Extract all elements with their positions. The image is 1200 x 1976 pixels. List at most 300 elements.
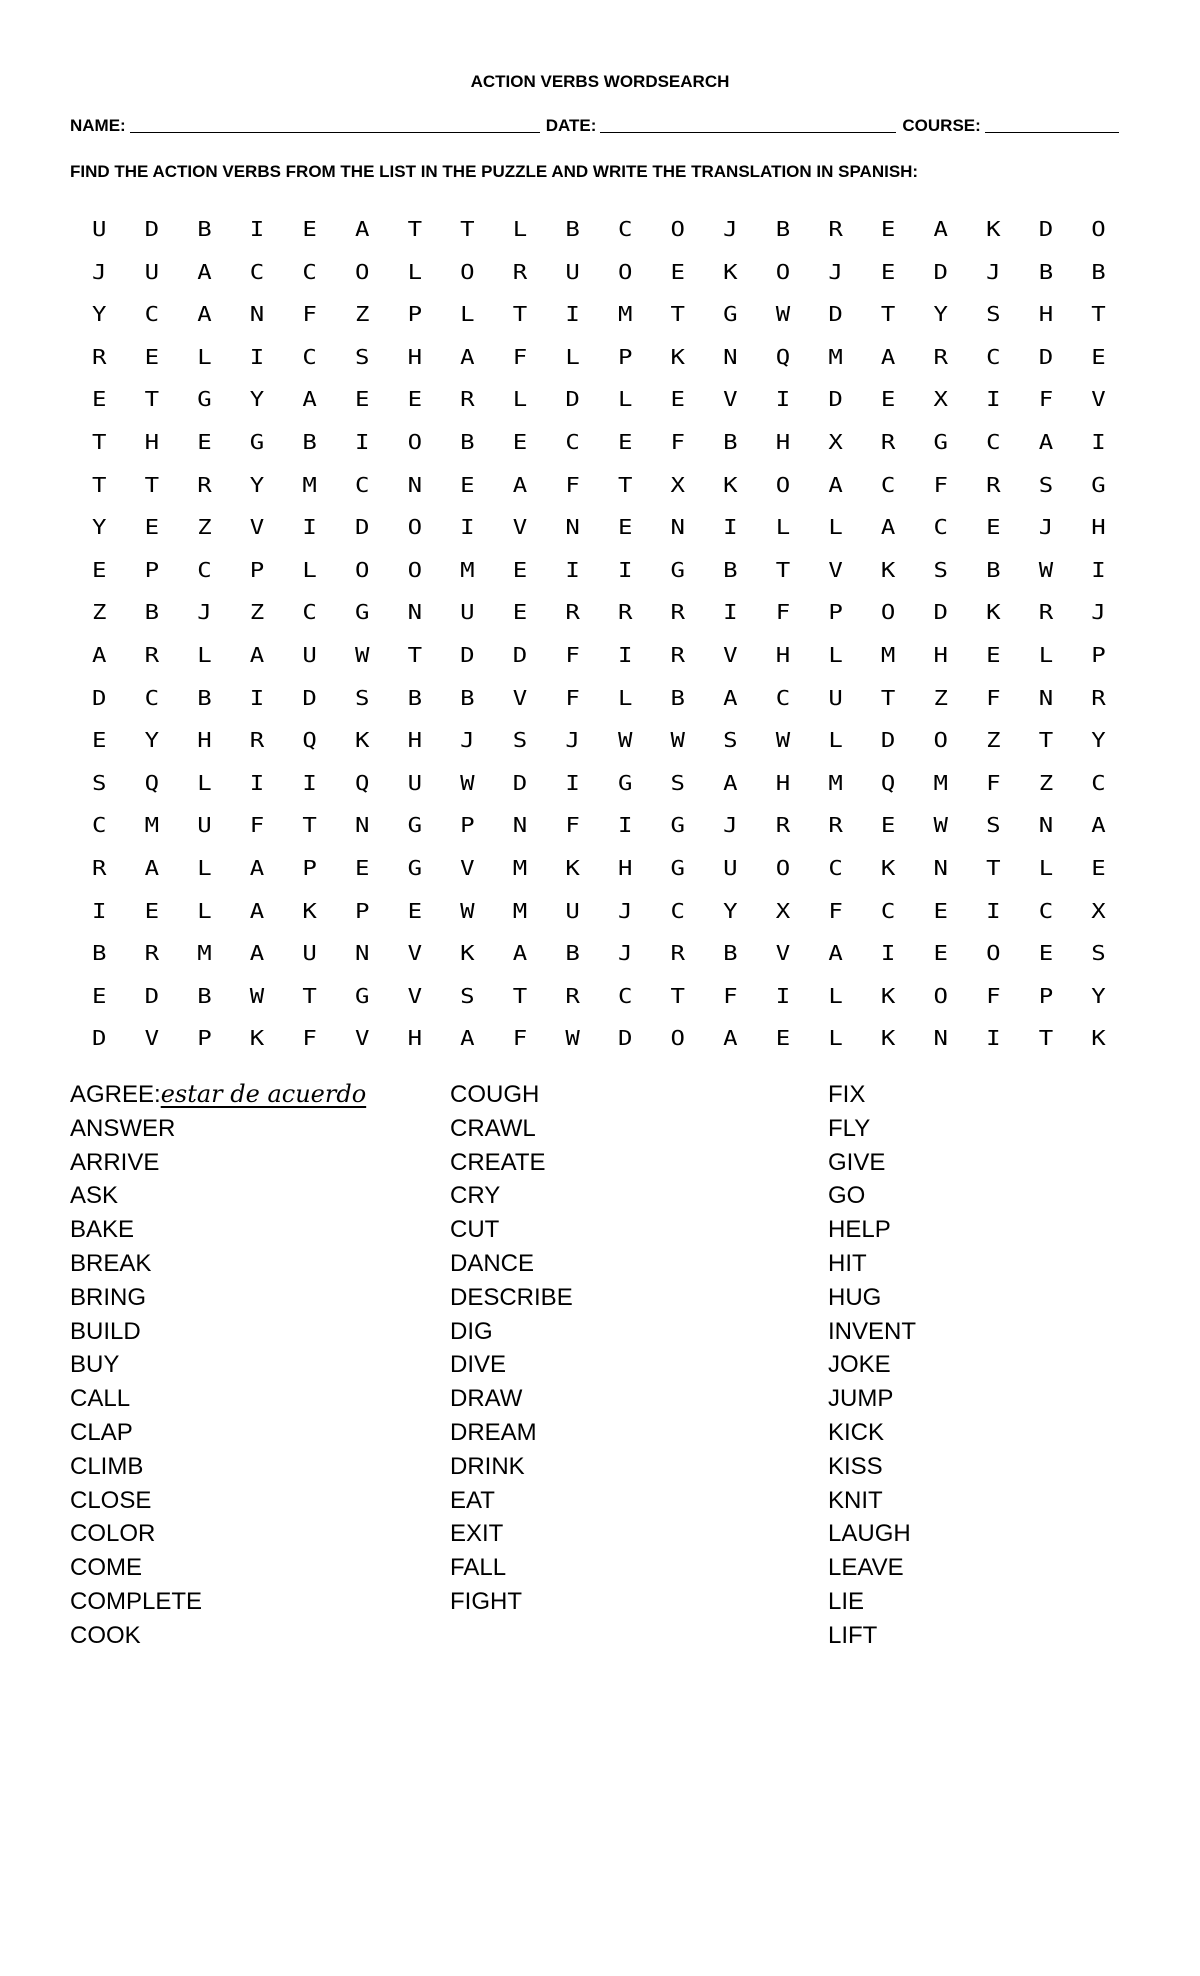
puzzle-letter[interactable]: L [828, 728, 843, 753]
puzzle-letter[interactable]: E [92, 387, 107, 412]
puzzle-letter[interactable]: O [407, 515, 423, 540]
puzzle-letter[interactable]: N [249, 302, 265, 327]
puzzle-letter[interactable]: M [828, 344, 843, 369]
puzzle-letter[interactable]: A [460, 1026, 475, 1051]
puzzle-letter[interactable]: E [354, 387, 370, 412]
puzzle-letter[interactable]: C [302, 259, 317, 284]
puzzle-letter[interactable]: G [723, 302, 738, 327]
puzzle-letter[interactable]: I [302, 770, 317, 795]
puzzle-letter[interactable]: K [249, 1026, 265, 1051]
puzzle-letter[interactable]: T [512, 983, 528, 1008]
puzzle-letter[interactable]: U [92, 217, 107, 241]
puzzle-letter[interactable]: I [354, 430, 370, 454]
puzzle-letter[interactable]: A [933, 217, 948, 241]
puzzle-letter[interactable]: A [512, 472, 528, 497]
puzzle-letter[interactable]: T [880, 302, 896, 327]
puzzle-letter[interactable]: M [302, 472, 317, 497]
puzzle-letter[interactable]: J [723, 217, 738, 241]
puzzle-letter[interactable]: C [1091, 770, 1106, 795]
puzzle-letter[interactable]: D [302, 685, 317, 710]
puzzle-letter[interactable]: Q [354, 770, 370, 795]
puzzle-letter[interactable]: O [407, 430, 423, 454]
puzzle-letter[interactable]: B [670, 685, 685, 710]
puzzle-letter[interactable]: N [354, 813, 370, 838]
puzzle-letter[interactable]: C [775, 685, 791, 710]
puzzle-letter[interactable]: T [617, 472, 633, 497]
puzzle-letter[interactable]: I [565, 302, 580, 327]
puzzle-letter[interactable]: C [880, 898, 896, 923]
puzzle-letter[interactable]: C [565, 430, 580, 454]
puzzle-letter[interactable]: M [460, 557, 475, 582]
puzzle-letter[interactable]: C [933, 515, 948, 540]
puzzle-letter[interactable]: L [460, 302, 475, 327]
puzzle-letter[interactable]: K [723, 472, 738, 497]
puzzle-letter[interactable]: Y [1091, 728, 1106, 753]
puzzle-letter[interactable]: W [933, 813, 948, 838]
puzzle-letter[interactable]: H [933, 643, 948, 667]
puzzle-letter[interactable]: E [880, 217, 896, 241]
puzzle-letter[interactable]: R [933, 344, 948, 369]
puzzle-letter[interactable]: M [197, 941, 212, 966]
puzzle-letter[interactable]: E [92, 983, 107, 1008]
puzzle-letter[interactable]: K [1091, 1026, 1106, 1051]
name-blank[interactable] [130, 118, 540, 133]
puzzle-letter[interactable]: R [670, 600, 685, 625]
puzzle-letter[interactable]: J [92, 259, 107, 284]
puzzle-letter[interactable]: I [775, 983, 791, 1008]
puzzle-letter[interactable]: A [460, 344, 475, 369]
puzzle-letter[interactable]: S [723, 728, 738, 753]
puzzle-letter[interactable]: V [407, 941, 423, 966]
puzzle-letter[interactable]: G [407, 856, 423, 880]
puzzle-letter[interactable]: G [933, 430, 948, 454]
puzzle-letter[interactable]: V [249, 515, 265, 540]
puzzle-letter[interactable]: A [723, 685, 738, 710]
puzzle-letter[interactable]: A [723, 770, 738, 795]
puzzle-letter[interactable]: E [407, 898, 423, 923]
puzzle-letter[interactable]: K [986, 600, 1001, 625]
puzzle-letter[interactable]: J [1091, 600, 1106, 625]
puzzle-letter[interactable]: I [1091, 557, 1106, 582]
puzzle-letter[interactable]: E [407, 387, 423, 412]
puzzle-letter[interactable]: N [354, 941, 370, 966]
puzzle-letter[interactable]: I [565, 557, 580, 582]
puzzle-letter[interactable]: W [354, 643, 370, 667]
puzzle-letter[interactable]: T [1038, 728, 1054, 753]
puzzle-letter[interactable]: F [302, 1026, 317, 1051]
puzzle-letter[interactable]: E [92, 557, 107, 582]
puzzle-letter[interactable]: Y [249, 387, 265, 412]
puzzle-letter[interactable]: I [880, 941, 896, 966]
puzzle-letter[interactable]: K [880, 856, 896, 880]
puzzle-letter[interactable]: U [723, 856, 738, 880]
puzzle-letter[interactable]: S [460, 983, 475, 1008]
puzzle-letter[interactable]: K [670, 344, 685, 369]
puzzle-letter[interactable]: C [249, 259, 265, 284]
puzzle-letter[interactable]: A [354, 217, 370, 241]
puzzle-letter[interactable]: I [775, 387, 791, 412]
puzzle-letter[interactable]: S [1038, 472, 1054, 497]
puzzle-letter[interactable]: V [723, 387, 738, 412]
puzzle-letter[interactable]: L [407, 259, 423, 284]
puzzle-letter[interactable]: D [565, 387, 580, 412]
puzzle-letter[interactable]: E [1091, 344, 1106, 369]
puzzle-letter[interactable]: Z [197, 515, 212, 540]
puzzle-letter[interactable]: E [1038, 941, 1054, 966]
puzzle-letter[interactable]: P [828, 600, 843, 625]
puzzle-letter[interactable]: M [144, 813, 160, 838]
puzzle-letter[interactable]: E [512, 557, 528, 582]
puzzle-letter[interactable]: R [670, 941, 685, 966]
puzzle-letter[interactable]: D [828, 302, 843, 327]
puzzle-letter[interactable]: O [670, 1026, 685, 1051]
puzzle-letter[interactable]: B [460, 685, 475, 710]
puzzle-letter[interactable]: B [775, 217, 791, 241]
puzzle-letter[interactable]: C [880, 472, 896, 497]
puzzle-letter[interactable]: M [512, 898, 528, 923]
puzzle-letter[interactable]: W [617, 728, 633, 753]
puzzle-letter[interactable]: H [407, 344, 423, 369]
puzzle-letter[interactable]: R [197, 472, 212, 497]
puzzle-letter[interactable]: T [407, 217, 423, 241]
puzzle-letter[interactable]: O [354, 259, 370, 284]
puzzle-letter[interactable]: D [144, 983, 160, 1008]
puzzle-letter[interactable]: I [723, 600, 738, 625]
puzzle-letter[interactable]: D [828, 387, 843, 412]
puzzle-letter[interactable]: F [565, 472, 580, 497]
puzzle-letter[interactable]: R [986, 472, 1001, 497]
puzzle-letter[interactable]: R [828, 217, 843, 241]
puzzle-letter[interactable]: L [617, 685, 633, 710]
puzzle-letter[interactable]: I [92, 898, 107, 923]
puzzle-letter[interactable]: O [407, 557, 423, 582]
puzzle-letter[interactable]: R [775, 813, 791, 838]
puzzle-letter[interactable]: J [565, 728, 580, 753]
puzzle-letter[interactable]: H [775, 643, 791, 667]
puzzle-letter[interactable]: T [670, 983, 685, 1008]
puzzle-letter[interactable]: O [670, 217, 685, 241]
puzzle-letter[interactable]: D [933, 259, 948, 284]
puzzle-letter[interactable]: P [249, 557, 265, 582]
puzzle-letter[interactable]: V [460, 856, 475, 880]
puzzle-letter[interactable]: R [144, 941, 160, 966]
course-blank[interactable] [985, 118, 1119, 133]
wordsearch-grid[interactable] [76, 208, 1128, 1060]
puzzle-letter[interactable]: T [670, 302, 685, 327]
puzzle-letter[interactable]: R [460, 387, 475, 412]
puzzle-letter[interactable]: R [92, 344, 107, 369]
puzzle-letter[interactable]: K [723, 259, 738, 284]
puzzle-letter[interactable]: E [986, 643, 1001, 667]
puzzle-letter[interactable]: F [249, 813, 265, 838]
puzzle-letter[interactable]: F [1038, 387, 1054, 412]
puzzle-letter[interactable]: F [723, 983, 738, 1008]
puzzle-letter[interactable]: I [723, 515, 738, 540]
puzzle-letter[interactable]: F [933, 472, 948, 497]
puzzle-letter[interactable]: E [775, 1026, 791, 1051]
puzzle-letter[interactable]: T [144, 472, 160, 497]
puzzle-letter[interactable]: T [407, 643, 423, 667]
puzzle-letter[interactable]: A [723, 1026, 738, 1051]
puzzle-letter[interactable]: Q [880, 770, 896, 795]
puzzle-letter[interactable]: J [828, 259, 843, 284]
puzzle-letter[interactable]: A [249, 856, 265, 880]
puzzle-letter[interactable]: L [828, 983, 843, 1008]
puzzle-letter[interactable]: B [986, 557, 1001, 582]
puzzle-letter[interactable]: I [617, 813, 633, 838]
puzzle-letter[interactable]: Z [249, 600, 265, 625]
puzzle-letter[interactable]: R [92, 856, 107, 880]
puzzle-letter[interactable]: A [828, 472, 843, 497]
puzzle-letter[interactable]: N [407, 472, 423, 497]
puzzle-letter[interactable]: Z [354, 302, 370, 327]
puzzle-letter[interactable]: L [197, 643, 212, 667]
puzzle-letter[interactable]: U [460, 600, 475, 625]
puzzle-letter[interactable]: N [723, 344, 738, 369]
puzzle-letter[interactable]: O [354, 557, 370, 582]
puzzle-letter[interactable]: P [1038, 983, 1054, 1008]
puzzle-letter[interactable]: J [197, 600, 212, 625]
puzzle-letter[interactable]: G [197, 387, 212, 412]
puzzle-letter[interactable]: C [354, 472, 370, 497]
puzzle-letter[interactable]: E [512, 600, 528, 625]
puzzle-letter[interactable]: B [723, 557, 738, 582]
puzzle-letter[interactable]: U [565, 259, 580, 284]
puzzle-letter[interactable]: W [775, 728, 791, 753]
puzzle-letter[interactable]: E [617, 515, 633, 540]
puzzle-letter[interactable]: C [986, 344, 1001, 369]
puzzle-letter[interactable]: B [407, 685, 423, 710]
puzzle-letter[interactable]: H [407, 1026, 423, 1051]
puzzle-letter[interactable]: V [407, 983, 423, 1008]
puzzle-letter[interactable]: H [1091, 515, 1106, 540]
puzzle-letter[interactable]: A [302, 387, 317, 412]
puzzle-letter[interactable]: Y [92, 302, 107, 327]
puzzle-letter[interactable]: V [144, 1026, 160, 1051]
puzzle-letter[interactable]: C [617, 983, 633, 1008]
puzzle-letter[interactable]: H [775, 430, 791, 454]
puzzle-letter[interactable]: H [1038, 302, 1054, 327]
puzzle-letter[interactable]: P [407, 302, 423, 327]
puzzle-letter[interactable]: W [1038, 557, 1054, 582]
puzzle-letter[interactable]: Z [986, 728, 1001, 753]
puzzle-letter[interactable]: I [249, 685, 265, 710]
puzzle-letter[interactable]: N [933, 856, 948, 880]
puzzle-letter[interactable]: I [565, 770, 580, 795]
puzzle-letter[interactable]: O [933, 728, 948, 753]
puzzle-letter[interactable]: A [880, 515, 896, 540]
puzzle-letter[interactable]: A [197, 302, 212, 327]
puzzle-letter[interactable]: N [512, 813, 528, 838]
puzzle-letter[interactable]: E [986, 515, 1001, 540]
puzzle-letter[interactable]: S [670, 770, 685, 795]
puzzle-letter[interactable]: L [565, 344, 580, 369]
puzzle-letter[interactable]: E [144, 344, 160, 369]
puzzle-letter[interactable]: X [828, 430, 843, 454]
puzzle-letter[interactable]: D [880, 728, 896, 753]
puzzle-letter[interactable]: C [302, 600, 317, 625]
puzzle-letter[interactable]: D [354, 515, 370, 540]
puzzle-letter[interactable]: E [512, 430, 528, 454]
puzzle-letter[interactable]: F [670, 430, 685, 454]
puzzle-letter[interactable]: K [880, 1026, 896, 1051]
puzzle-letter[interactable]: H [197, 728, 212, 753]
puzzle-letter[interactable]: H [775, 770, 791, 795]
puzzle-letter[interactable]: R [144, 643, 160, 667]
puzzle-letter[interactable]: R [249, 728, 265, 753]
puzzle-letter[interactable]: A [249, 941, 265, 966]
puzzle-letter[interactable]: T [460, 217, 475, 241]
puzzle-letter[interactable]: U [144, 259, 160, 284]
puzzle-letter[interactable]: O [880, 600, 896, 625]
puzzle-letter[interactable]: Z [92, 600, 107, 625]
puzzle-letter[interactable]: G [670, 813, 685, 838]
puzzle-letter[interactable]: A [828, 941, 843, 966]
puzzle-letter[interactable]: Y [144, 728, 160, 753]
puzzle-letter[interactable]: F [512, 344, 528, 369]
puzzle-letter[interactable]: W [670, 728, 685, 753]
puzzle-letter[interactable]: N [1038, 685, 1054, 710]
puzzle-letter[interactable]: D [144, 217, 160, 241]
puzzle-letter[interactable]: L [1038, 856, 1054, 880]
puzzle-letter[interactable]: F [775, 600, 791, 625]
puzzle-letter[interactable]: A [249, 643, 265, 667]
puzzle-letter[interactable]: L [197, 856, 212, 880]
puzzle-letter[interactable]: Q [144, 770, 160, 795]
puzzle-letter[interactable]: B [197, 685, 212, 710]
puzzle-letter[interactable]: R [1038, 600, 1054, 625]
puzzle-letter[interactable]: J [617, 898, 633, 923]
puzzle-letter[interactable]: P [617, 344, 633, 369]
puzzle-letter[interactable]: O [775, 259, 791, 284]
puzzle-letter[interactable]: E [92, 728, 107, 753]
puzzle-letter[interactable]: E [354, 856, 370, 880]
puzzle-letter[interactable]: R [880, 430, 896, 454]
puzzle-letter[interactable]: F [986, 770, 1001, 795]
puzzle-letter[interactable]: R [617, 600, 633, 625]
puzzle-letter[interactable]: O [1091, 217, 1106, 241]
puzzle-letter[interactable]: X [1091, 898, 1106, 923]
puzzle-letter[interactable]: L [302, 557, 317, 582]
puzzle-letter[interactable]: B [1038, 259, 1054, 284]
puzzle-letter[interactable]: S [933, 557, 948, 582]
puzzle-letter[interactable]: H [617, 856, 633, 880]
puzzle-letter[interactable]: D [1038, 217, 1054, 241]
puzzle-letter[interactable]: X [670, 472, 685, 497]
puzzle-letter[interactable]: U [565, 898, 580, 923]
puzzle-letter[interactable]: N [1038, 813, 1054, 838]
puzzle-letter[interactable]: A [1091, 813, 1106, 838]
puzzle-letter[interactable]: C [670, 898, 685, 923]
puzzle-letter[interactable]: Y [933, 302, 948, 327]
puzzle-letter[interactable]: J [617, 941, 633, 966]
puzzle-letter[interactable]: L [775, 515, 791, 540]
puzzle-letter[interactable]: E [144, 515, 160, 540]
puzzle-letter[interactable]: O [986, 941, 1001, 966]
puzzle-letter[interactable]: T [512, 302, 528, 327]
puzzle-letter[interactable]: G [1091, 472, 1106, 497]
puzzle-letter[interactable]: V [723, 643, 738, 667]
puzzle-letter[interactable]: S [1091, 941, 1106, 966]
puzzle-letter[interactable]: O [775, 472, 791, 497]
puzzle-letter[interactable]: B [723, 430, 738, 454]
puzzle-letter[interactable]: M [617, 302, 633, 327]
puzzle-letter[interactable]: M [880, 643, 896, 667]
puzzle-letter[interactable]: I [249, 770, 265, 795]
puzzle-letter[interactable]: E [1091, 856, 1106, 880]
puzzle-letter[interactable]: C [144, 302, 160, 327]
puzzle-letter[interactable]: S [92, 770, 107, 795]
puzzle-letter[interactable]: R [565, 983, 580, 1008]
puzzle-letter[interactable]: F [565, 643, 580, 667]
puzzle-letter[interactable]: B [723, 941, 738, 966]
puzzle-letter[interactable]: G [354, 983, 370, 1008]
puzzle-letter[interactable]: V [512, 515, 528, 540]
puzzle-letter[interactable]: J [1038, 515, 1054, 540]
puzzle-letter[interactable]: I [460, 515, 475, 540]
puzzle-letter[interactable]: M [828, 770, 843, 795]
puzzle-letter[interactable]: P [460, 813, 475, 838]
translation-answer[interactable]: estar de acuerdo [160, 1080, 367, 1108]
puzzle-letter[interactable]: B [92, 941, 107, 966]
puzzle-letter[interactable]: C [144, 685, 160, 710]
puzzle-letter[interactable]: C [302, 344, 317, 369]
puzzle-letter[interactable]: E [302, 217, 317, 241]
puzzle-letter[interactable]: O [775, 856, 791, 880]
puzzle-letter[interactable]: D [92, 1026, 107, 1051]
puzzle-letter[interactable]: V [1091, 387, 1106, 412]
puzzle-letter[interactable]: T [1038, 1026, 1054, 1051]
puzzle-letter[interactable]: Y [249, 472, 265, 497]
puzzle-letter[interactable]: B [565, 941, 580, 966]
puzzle-letter[interactable]: G [670, 557, 685, 582]
puzzle-letter[interactable]: U [302, 643, 317, 667]
puzzle-letter[interactable]: F [512, 1026, 528, 1051]
puzzle-letter[interactable]: L [512, 387, 528, 412]
puzzle-letter[interactable]: L [197, 344, 212, 369]
puzzle-letter[interactable]: M [512, 856, 528, 880]
puzzle-letter[interactable]: C [617, 217, 633, 241]
puzzle-letter[interactable]: L [617, 387, 633, 412]
puzzle-letter[interactable]: G [407, 813, 423, 838]
puzzle-letter[interactable]: F [565, 813, 580, 838]
puzzle-letter[interactable]: N [670, 515, 685, 540]
puzzle-letter[interactable]: Q [302, 728, 317, 753]
puzzle-letter[interactable]: C [197, 557, 212, 582]
puzzle-letter[interactable]: U [828, 685, 843, 710]
puzzle-letter[interactable]: V [775, 941, 791, 966]
puzzle-letter[interactable]: T [92, 472, 107, 497]
puzzle-letter[interactable]: U [302, 941, 317, 966]
puzzle-letter[interactable]: L [828, 1026, 843, 1051]
puzzle-letter[interactable]: T [302, 813, 317, 838]
puzzle-letter[interactable]: V [354, 1026, 370, 1051]
puzzle-letter[interactable]: O [617, 259, 633, 284]
puzzle-letter[interactable]: U [407, 770, 423, 795]
puzzle-letter[interactable]: E [670, 387, 685, 412]
puzzle-letter[interactable]: R [565, 600, 580, 625]
puzzle-letter[interactable]: F [828, 898, 843, 923]
puzzle-letter[interactable]: T [986, 856, 1001, 880]
puzzle-letter[interactable]: F [565, 685, 580, 710]
puzzle-letter[interactable]: S [986, 813, 1001, 838]
puzzle-letter[interactable]: D [617, 1026, 633, 1051]
puzzle-letter[interactable]: B [197, 217, 212, 241]
puzzle-letter[interactable]: J [986, 259, 1001, 284]
puzzle-letter[interactable]: R [1091, 685, 1106, 710]
puzzle-letter[interactable]: R [670, 643, 685, 667]
puzzle-letter[interactable]: C [986, 430, 1001, 454]
